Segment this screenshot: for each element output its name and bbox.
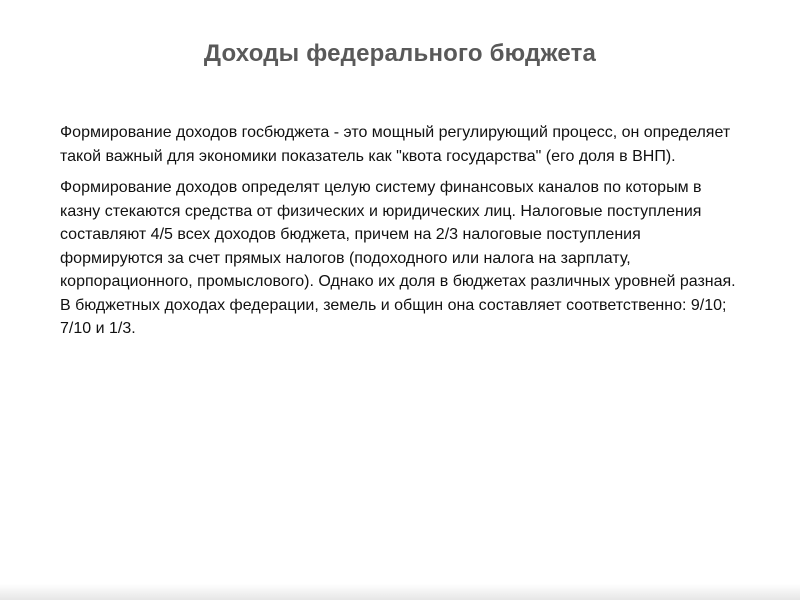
slide-title: Доходы федерального бюджета: [203, 40, 597, 67]
paragraph-tax-revenue: Формирование доходов определят целую систему финансовых каналов по которым в казну стекаются средства от физических и юридических лиц. Налоговые поступления составляют 4/5 всех доходов бюджета, причем на 2/3 налоговые поступления формируются за счет прямых налогов (подоходного или налога на зарплату, корпорационного, промыслового). Однако их доля в бюджетах различных уровней разная. В бюджетных доходах федерации, земель и общин она составляет соответственно: 9/10; 7/10 и 1/3.: [60, 179, 736, 337]
slide-bottom-shadow: [0, 584, 800, 600]
slide-body: [60, 121, 740, 349]
paragraph-quota: Формирование доходов госбюджета - это мощный регулирующий процесс, он определяет такой важный для экономики показатель как "квота государства" (его доля в ВНП).: [60, 124, 731, 165]
